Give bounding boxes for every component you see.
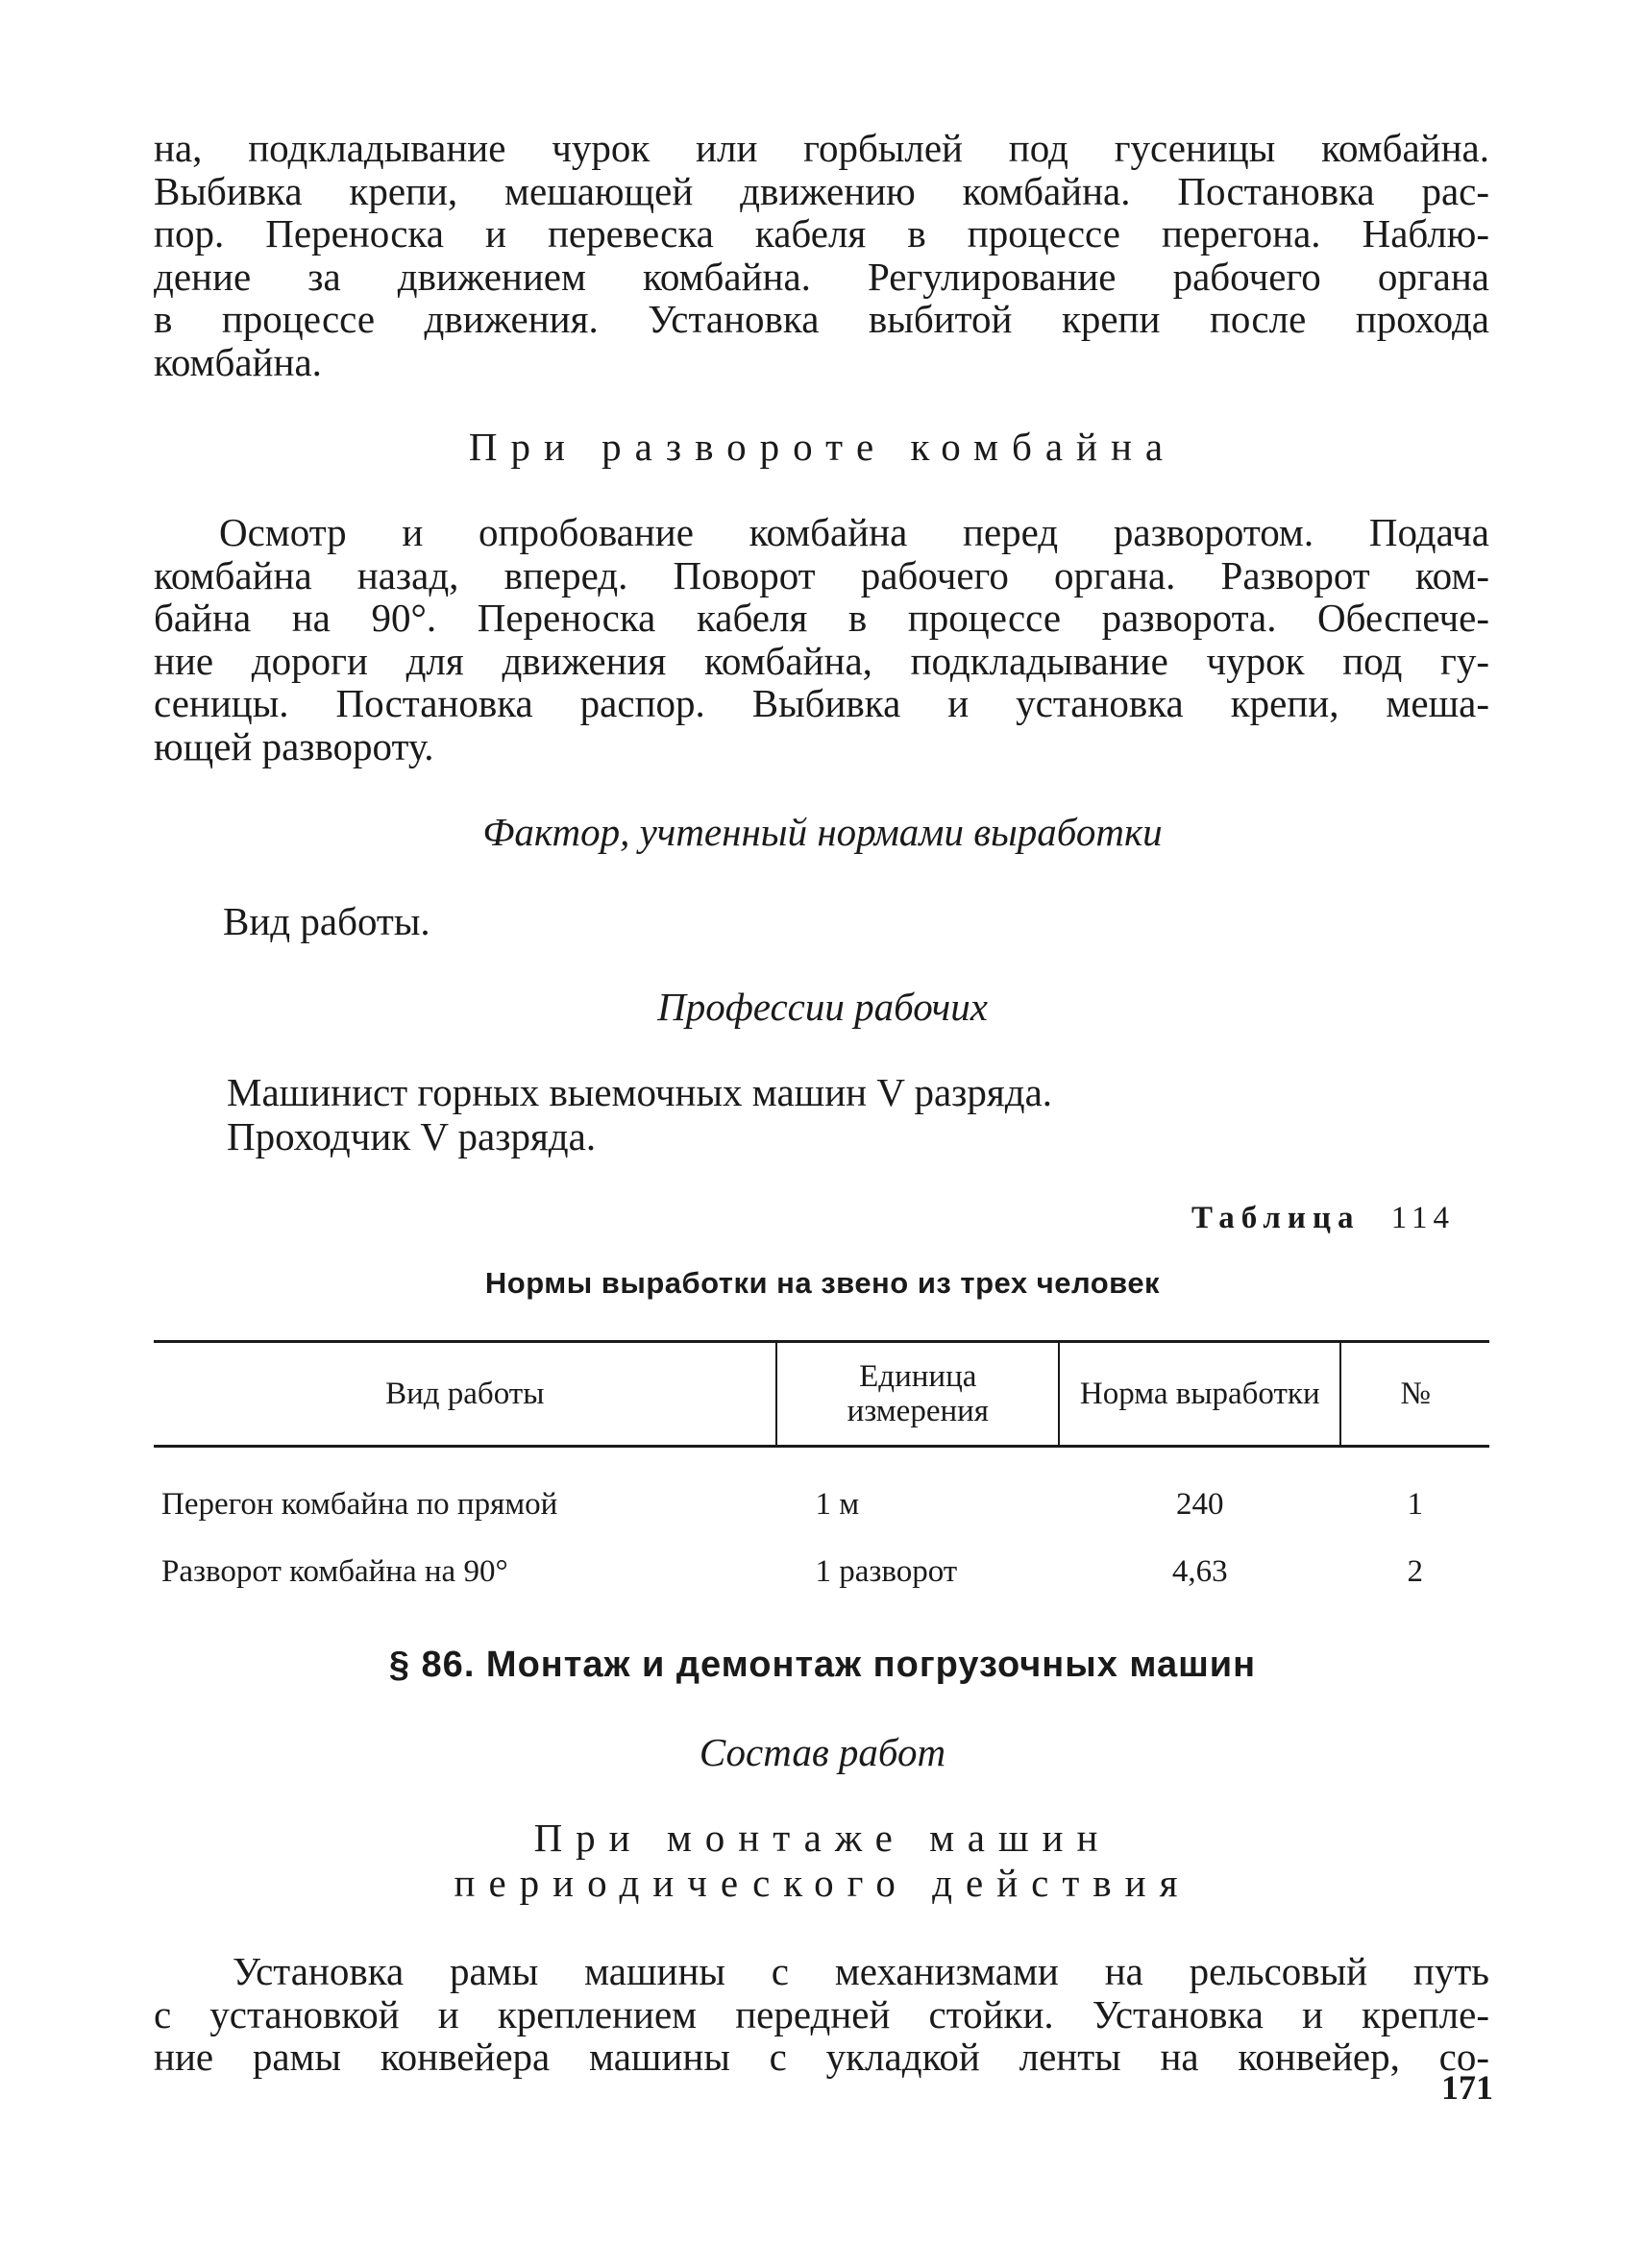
cell-number: 1 <box>1407 1487 1423 1522</box>
cell-norm: 240 <box>1176 1487 1224 1522</box>
norms-table <box>154 1340 1489 1605</box>
subheading-mount <box>0 1816 1645 1906</box>
text-line: пор. Переноска и перевеска кабеля в процессе перегона. Наблю- <box>154 211 1489 256</box>
page-number: 171 <box>1441 2068 1493 2107</box>
mount-paragraph <box>154 1950 1489 2079</box>
text-line: ющей развороту. <box>154 723 434 768</box>
factor-text: Вид работы. <box>223 899 430 943</box>
subheading-mount-line: При монтаже машин <box>533 1816 1112 1860</box>
cell-number: 2 <box>1407 1554 1423 1589</box>
table-header-row <box>154 1342 1489 1447</box>
table-row <box>154 1538 1489 1605</box>
subheading-turn: При развороте комбайна <box>468 425 1177 469</box>
profession-item: Проходчик V разряда. <box>227 1114 597 1158</box>
header-unit: Единица измерения <box>776 1342 1059 1447</box>
header-work-type: Вид работы <box>154 1342 776 1447</box>
header-number: № <box>1340 1342 1489 1447</box>
table-label: Таблица <box>1191 1201 1361 1235</box>
text-line: байна на 90°. Переноска кабеля в процессе разворота. Обеспече- <box>154 596 1489 641</box>
text-line: на, подкладывание чурок или горбылей под гусеницы комбайна. <box>154 126 1489 170</box>
subheading-professions: Профессии рабочих <box>657 985 988 1029</box>
subheading-mount-line: периодического действия <box>454 1861 1191 1905</box>
text-line: Выбивка крепи, мешающей движению комбайна. Постановка рас- <box>154 168 1489 213</box>
text-line: с установкой и креплением передней стойки. Установка и крепле- <box>154 1991 1489 2036</box>
text-line: комбайна. <box>154 339 322 384</box>
text-line: сеницы. Постановка распор. Выбивка и установка крепи, меша- <box>154 681 1489 726</box>
table-caption <box>1191 1201 1455 1236</box>
header-norm: Норма выработки <box>1059 1342 1340 1447</box>
text-line: ние дороги для движения комбайна, подкладывание чурок под гу- <box>154 638 1489 683</box>
text-line: дение за движением комбайна. Регулирование рабочего органа <box>154 254 1489 299</box>
text-line: Установка рамы машины с механизмами на рельсовый путь <box>233 1949 1489 1993</box>
text-line: ние рамы конвейера машины с укладкой ленты на конвейер, со- <box>154 2035 1489 2080</box>
cell-norm: 4,63 <box>1171 1554 1228 1589</box>
text-line: Осмотр и опробование комбайна перед разворотом. Подача <box>219 510 1489 554</box>
cell-unit: 1 м <box>815 1487 860 1522</box>
intro-paragraph <box>154 127 1489 384</box>
text-line: в процессе движения. Установка выбитой крепи после прохода <box>154 297 1489 342</box>
subheading-composition: Состав работ <box>699 1730 946 1774</box>
cell-unit: 1 разворот <box>815 1554 958 1589</box>
table-number: 114 <box>1390 1201 1455 1235</box>
subheading-factor: Фактор, учтенный нормами выработки <box>482 810 1163 854</box>
table-title: Нормы выработки на звено из трех человек <box>484 1266 1161 1300</box>
cell-work-type: Перегон комбайна по прямой <box>161 1487 558 1522</box>
turn-paragraph <box>154 511 1489 768</box>
text-line: комбайна назад, вперед. Поворот рабочего органа. Разворот ком- <box>154 552 1489 597</box>
cell-work-type: Разворот комбайна на 90° <box>161 1554 508 1589</box>
table-row <box>154 1447 1489 1539</box>
profession-item: Машинист горных выемочных машин V разряда. <box>227 1070 1053 1114</box>
professions-list <box>227 1070 1052 1158</box>
section-title: § 86. Монтаж и демонтаж погрузочных машин <box>388 1645 1257 1685</box>
